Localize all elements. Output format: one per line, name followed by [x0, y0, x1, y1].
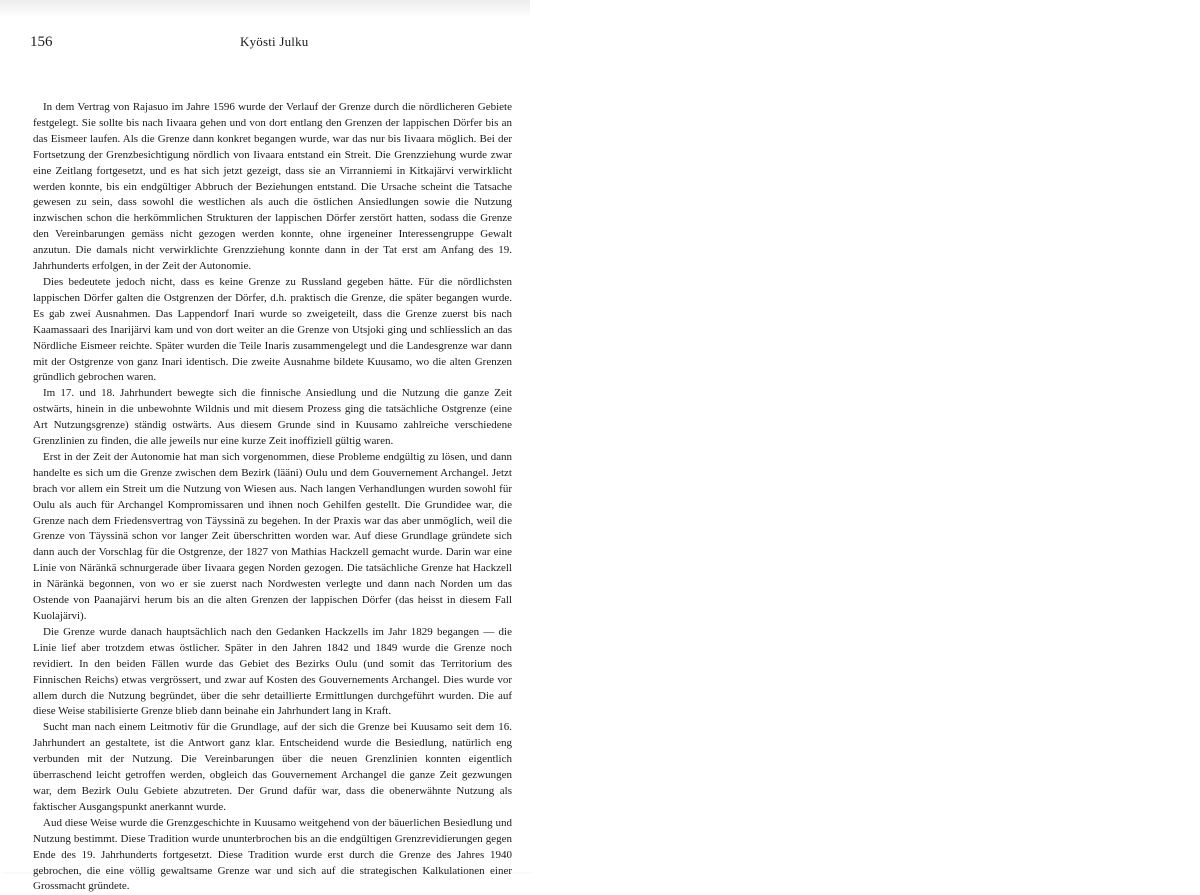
paragraph: Die Grenze wurde danach hauptsächlich nach den Gedanken Hackzells im Jahr 1829 begangen — die Linie lief aber trotzdem etwas östlicher. Später in den Jahren 1842 und 1849 wurde die Grenze noch revidiert. In den beiden Fällen wurde das Gebiet des Bezirks Oulu (und somit das Territorium des Finnischen Reichs) etwas vergrössert, und zwar auf Kosten des Gouvernements Archangel. Dies wurde vor allem durch die Nutzung begründet, über die sehr detaillierte Ermittlungen durchgeführt wurden. Die auf diese Weise stabilisierte Grenze blieb dann beinahe ein Jahrhundert lang in Kraft.: [33, 625, 512, 718]
body-text: [33, 100, 512, 895]
paragraph: Im 17. und 18. Jahrhundert bewegte sich die finnische Ansiedlung und die Nutzung die ganze Zeit ostwärts, hinein in die unbewohnte Wildnis und mit diesem Prozess ging die tatsächliche Ostgrenze (eine Art Nutzungsgrenze) ständig ostwärts. Aus diesem Grunde sind in Kuusamo zahlreiche verschiedene Grenzlinien zu finden, die alle jeweils nur eine kurze Zeit inoffiziell gültig waren.: [33, 387, 512, 448]
running-head: [30, 34, 515, 54]
paragraph: Aud diese Weise wurde die Grenzgeschichte in Kuusamo weitgehend von der bäuerlichen Besiedlung und Nutzung bestimmt. Diese Tradition wurde ununterbrochen bis an die endgültigen Grenzrevidierungen gegen Ende des 19. Jahrhunderts fortgesetzt. Diese Tradition wurde erst durch die Grenze des Jahres 1940 gebrochen, die eine völlig gewaltsame Grenze war und sich auf die strategischen Kalkulationen einer Grossmacht gründete.: [33, 816, 512, 893]
book-page: [0, 0, 530, 893]
paragraph: Dies bedeutete jedoch nicht, dass es keine Grenze zu Russland gegeben hätte. Für die nördlichsten lappischen Dörfer galten die Ostgrenzen der Dörfer, d.h. praktisch die Grenze, die später begangen wurde. Es gab zwei Ausnahmen. Das Lappendorf Inari wurde so zweigeteilt, dass die Grenze zuerst bis nach Kaamassaari des Inarijärvi kam und von dort weiter an die Grenze von Utsjoki ging und schliesslich an das Nördliche Eismeer reichte. Später wurden die Teile Inaris zusammengelegt und die Landesgrenze war dann mit der Ostgrenze von ganz Inari identisch. Die zweite Ausnahme bildete Kuusamo, wo die alten Grenzen gründlich gebrochen waren.: [33, 275, 512, 384]
paragraph: Erst in der Zeit der Autonomie hat man sich vorgenommen, diese Probleme endgültig zu lösen, und dann handelte es sich um die Grenze zwischen dem Bezirk (lääni) Oulu und dem Gouvernement Archangel. Jetzt brach vor allem ein Streit um die Nutzung von Wiesen aus. Nach langen Verhandlungen wurden sowohl für Oulu als auch für Archangel Kompromissaren und ihnen noch Gehilfen gestellt. Die Grundidee war, die Grenze nach dem Friedensvertrag von Täyssinä zu begehen. In der Praxis war das aber unmöglich, weil die Grenze von Täyssinä schon vor langer Zeit überschritten worden war. Auf diese Grundlage gründete sich dann auch der Vorschlag für die Ostgrenze, der 1827 von Mathias Hackzell gemacht wurde. Darin war eine Linie von Näränkä schnurgerade über Iivaara gegen Norden gezogen. Die tatsächliche Grenze hat Hackzell in Näränkä begonnen, von wo er sie zuerst nach Nordwesten verlegte und dann nach Norden um das Ostende von Paanajärvi herum bis an die alten Grenzen der lappischen Dörfer (das heisst in diesem Fall Kuolajärvi).: [33, 450, 512, 622]
running-head-author: Kyösti Julku: [240, 34, 309, 49]
page-number: 156: [30, 34, 53, 50]
blank-area: [530, 0, 1200, 872]
paragraph: In dem Vertrag von Rajasuo im Jahre 1596 wurde der Verlauf der Grenze durch die nördlicheren Gebiete festgelegt. Sie sollte bis nach Iivaara gehen und von dort entlang den Grenzen der lappischen Dörfer bis an das Eismeer laufen. Als die Grenze dann konkret begangen wurde, war das nur bis Iivaara möglich. Bei der Fortsetzung der Grenzbesichtigung nördlich von Iivaara entstand ein Streit. Die Grenzziehung wurde zwar eine Zeitlang fortgesetzt, und es hat sich jetzt gezeigt, dass sie an Virranniemi in Kitkajärvi verwirklicht werden konnte, bis ein endgültiger Abbruch der Beziehungen entstand. Die Ursache scheint die Tatsache gewesen zu sein, dass sowohl die westlichen als auch die östlichen Ansiedlungen sowie die Nutzung inzwischen schon die herkömmlichen Strukturen der lappischen Dörfer zerstört hatten, sodass die Grenze den Vereinbarungen gemäss nicht gezogen werden konnte, ohne irgeneiner Interessengruppe Gewalt anzutun. Die damals nicht verwirklichte Grenzziehung konnte dann in der Tat erst am Anfang des 19. Jahrhunderts erfolgen, in der Zeit der Autonomie.: [33, 101, 512, 273]
paragraph: Sucht man nach einem Leitmotiv für die Grundlage, auf der sich die Grenze bei Kuusamo seit dem 16. Jahrhundert an gestaltete, ist die Antwort ganz klar. Entscheidend wurde die Besiedlung, natürlich eng verbunden mit der Nutzung. Die Vereinbarungen über die neuen Grenzlinien konnten eigentlich überraschend leicht getroffen werden, obgleich das Gouvernement Archangel die ganze Zeit gezwungen war, dem Bezirk Oulu Gebiete abzutreten. Der Grund dafür war, dass die obenerwähnte Nutzung als faktischer Ausgangspunkt anerkannt wurde.: [33, 721, 512, 813]
scan-shadow: [0, 0, 530, 18]
